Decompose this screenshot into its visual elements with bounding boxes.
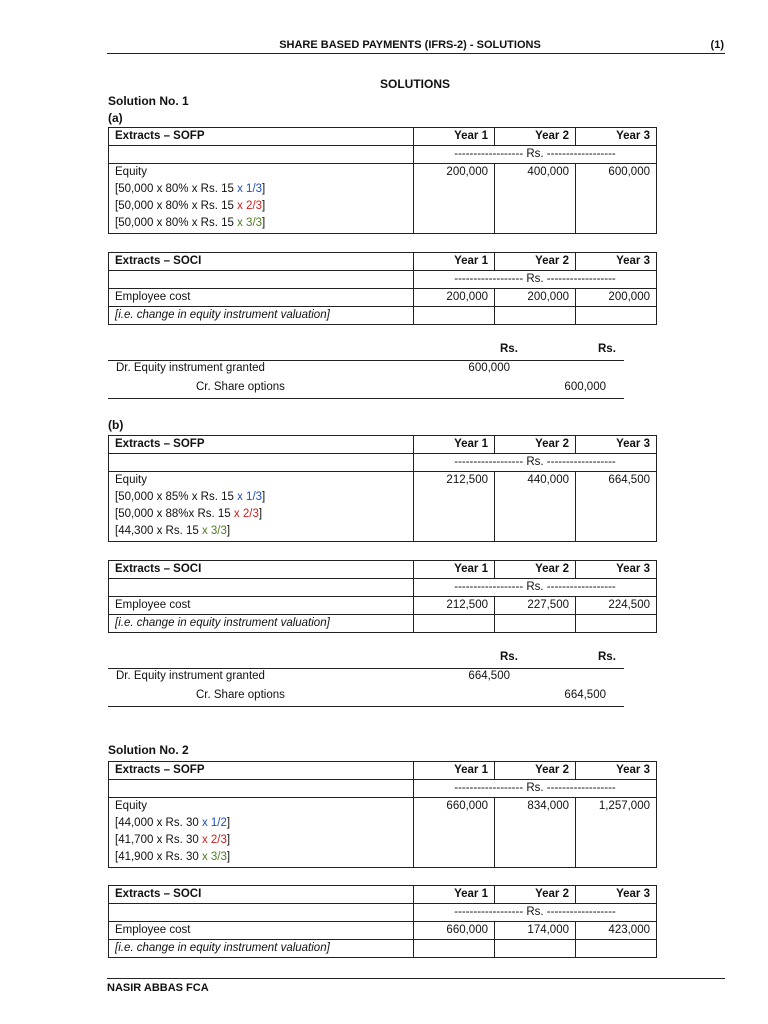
- soci-table-1b: [108, 560, 657, 633]
- cost-year-3: 200,000: [576, 289, 657, 307]
- sofp-table-1b: [108, 435, 657, 542]
- dr-amount: 664,500: [468, 670, 510, 682]
- currency-row: ------------------ Rs. ------------------: [414, 904, 657, 922]
- cr-label: Cr. Share options: [196, 381, 285, 393]
- year-1-header: Year 1: [414, 128, 495, 146]
- year-2-header: Year 2: [495, 128, 576, 146]
- rs-header-dr: Rs.: [500, 651, 518, 663]
- equity-year-1: 212,500: [414, 472, 495, 542]
- valuation-note: [i.e. change in equity instrument valuation]: [109, 307, 414, 325]
- calc-line-1: [50,000 x 80% x Rs. 15 x 1/3]: [115, 183, 266, 195]
- calc-line-3: [50,000 x 80% x Rs. 15 x 3/3]: [115, 217, 266, 229]
- employee-cost-label: Employee cost: [109, 922, 414, 940]
- calc-line-1: [44,000 x Rs. 30 x 1/2]: [115, 817, 231, 829]
- year-2-header: Year 2: [495, 886, 576, 904]
- dr-label: Dr. Equity instrument granted: [116, 362, 265, 374]
- year-3-header: Year 3: [576, 128, 657, 146]
- currency-row: ------------------ Rs. ------------------: [414, 454, 657, 472]
- rs-header-cr: Rs.: [598, 343, 616, 355]
- equity-cell: [109, 472, 414, 542]
- dr-amount: 600,000: [468, 362, 510, 374]
- cost-year-2: 174,000: [495, 922, 576, 940]
- part-b-label: (b): [108, 418, 124, 432]
- equity-cell: [109, 798, 414, 868]
- year-1-header: Year 1: [414, 561, 495, 579]
- equity-year-2: 440,000: [495, 472, 576, 542]
- page-number: (1): [710, 39, 724, 51]
- cost-year-1: 200,000: [414, 289, 495, 307]
- valuation-note: [i.e. change in equity instrument valuation]: [109, 940, 414, 958]
- equity-year-1: 660,000: [414, 798, 495, 868]
- header-rule: [107, 53, 725, 54]
- cost-year-2: 200,000: [495, 289, 576, 307]
- dr-label: Dr. Equity instrument granted: [116, 670, 265, 682]
- equity-year-2: 400,000: [495, 164, 576, 234]
- year-3-header: Year 3: [576, 886, 657, 904]
- equity-label: Equity: [115, 474, 147, 486]
- table-title: Extracts – SOCI: [109, 253, 414, 271]
- footer-author: NASIR ABBAS FCA: [107, 982, 209, 994]
- table-title: Extracts – SOFP: [109, 436, 414, 454]
- equity-year-3: 1,257,000: [576, 798, 657, 868]
- table-title: Extracts – SOFP: [109, 128, 414, 146]
- calc-line-1: [50,000 x 85% x Rs. 15 x 1/3]: [115, 491, 266, 503]
- calc-line-3: [44,300 x Rs. 15 x 3/3]: [115, 525, 231, 537]
- page-title: SOLUTIONS: [379, 77, 450, 91]
- year-3-header: Year 3: [576, 762, 657, 780]
- calc-line-2: [50,000 x 80% x Rs. 15 x 2/3]: [115, 200, 266, 212]
- equity-label: Equity: [115, 166, 147, 178]
- year-2-header: Year 2: [495, 253, 576, 271]
- currency-row: ------------------ Rs. ------------------: [414, 780, 657, 798]
- year-1-header: Year 1: [414, 436, 495, 454]
- employee-cost-label: Employee cost: [109, 289, 414, 307]
- cost-year-1: 660,000: [414, 922, 495, 940]
- year-2-header: Year 2: [495, 561, 576, 579]
- year-2-header: Year 2: [495, 436, 576, 454]
- year-1-header: Year 1: [414, 762, 495, 780]
- year-3-header: Year 3: [576, 436, 657, 454]
- currency-row: ------------------ Rs. ------------------: [414, 271, 657, 289]
- journal-entry-1b: [108, 651, 624, 711]
- sofp-table-1a: [108, 127, 657, 234]
- cr-amount: 664,500: [564, 689, 606, 701]
- calc-line-3: [41,900 x Rs. 30 x 3/3]: [115, 851, 231, 863]
- equity-year-1: 200,000: [414, 164, 495, 234]
- equity-year-3: 664,500: [576, 472, 657, 542]
- header-title: SHARE BASED PAYMENTS (IFRS-2) - SOLUTIONS: [279, 39, 541, 51]
- soci-table-1a: [108, 252, 657, 325]
- currency-row: ------------------ Rs. ------------------: [414, 579, 657, 597]
- cost-year-3: 423,000: [576, 922, 657, 940]
- table-title: Extracts – SOFP: [109, 762, 414, 780]
- solution-2-title: Solution No. 2: [108, 743, 189, 757]
- soci-table-2: [108, 885, 657, 958]
- equity-year-2: 834,000: [495, 798, 576, 868]
- valuation-note: [i.e. change in equity instrument valuation]: [109, 615, 414, 633]
- cost-year-1: 212,500: [414, 597, 495, 615]
- cr-label: Cr. Share options: [196, 689, 285, 701]
- footer-rule: [107, 978, 725, 979]
- cost-year-2: 227,500: [495, 597, 576, 615]
- cost-year-3: 224,500: [576, 597, 657, 615]
- year-3-header: Year 3: [576, 253, 657, 271]
- equity-label: Equity: [115, 800, 147, 812]
- solution-1-title: Solution No. 1: [108, 94, 189, 108]
- year-2-header: Year 2: [495, 762, 576, 780]
- cr-amount: 600,000: [564, 381, 606, 393]
- table-title: Extracts – SOCI: [109, 561, 414, 579]
- calc-line-2: [50,000 x 88%x Rs. 15 x 2/3]: [115, 508, 263, 520]
- journal-entry-1a: [108, 343, 624, 403]
- year-1-header: Year 1: [414, 253, 495, 271]
- rs-header-dr: Rs.: [500, 343, 518, 355]
- sofp-table-2: [108, 761, 657, 868]
- employee-cost-label: Employee cost: [109, 597, 414, 615]
- equity-cell: [109, 164, 414, 234]
- year-1-header: Year 1: [414, 886, 495, 904]
- table-title: Extracts – SOCI: [109, 886, 414, 904]
- equity-year-3: 600,000: [576, 164, 657, 234]
- currency-row: ------------------ Rs. ------------------: [414, 146, 657, 164]
- part-a-label: (a): [108, 111, 123, 125]
- calc-line-2: [41,700 x Rs. 30 x 2/3]: [115, 834, 231, 846]
- rs-header-cr: Rs.: [598, 651, 616, 663]
- year-3-header: Year 3: [576, 561, 657, 579]
